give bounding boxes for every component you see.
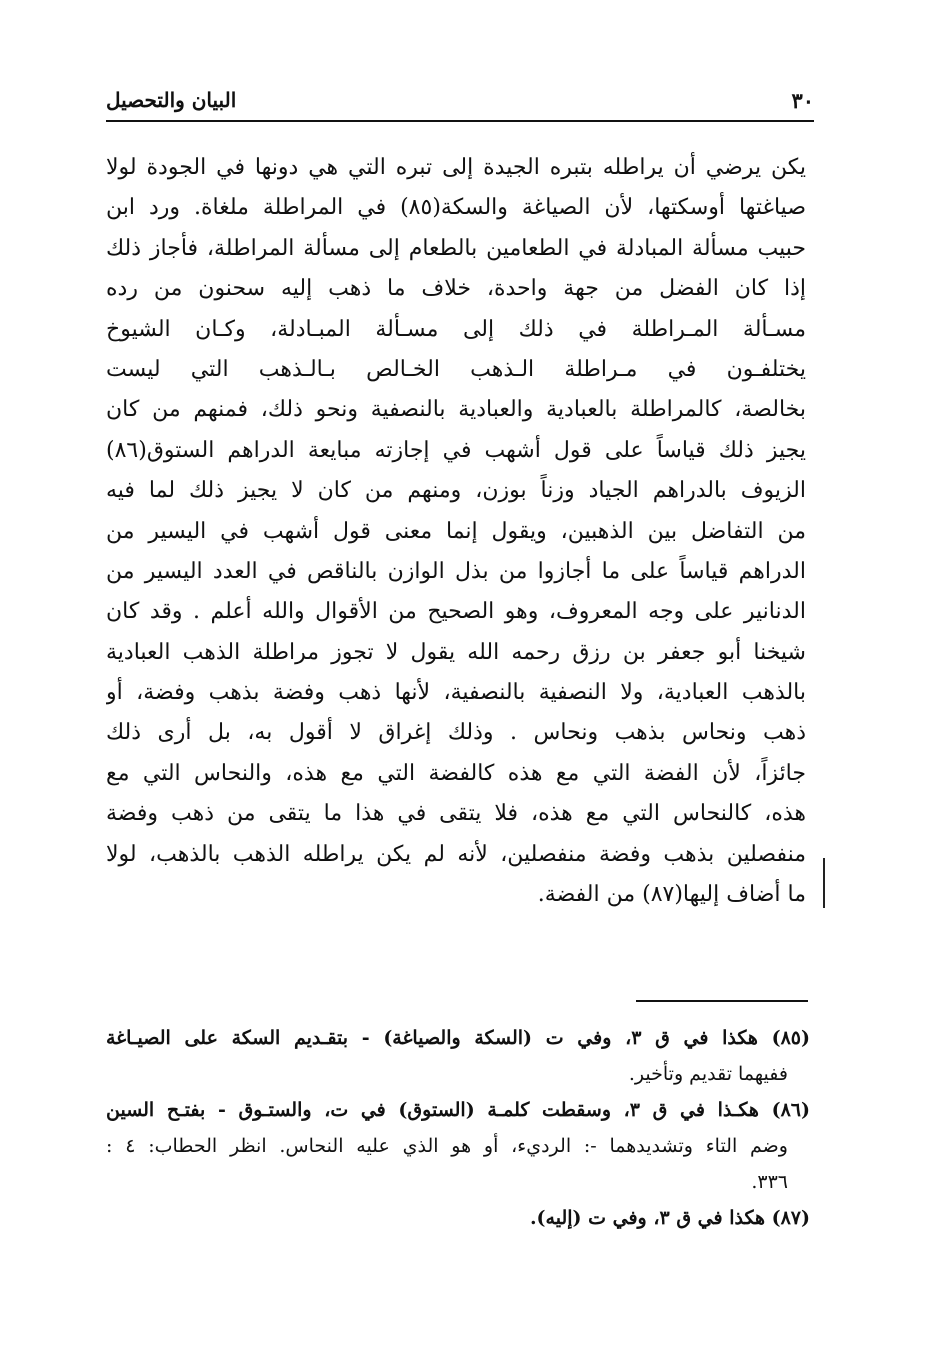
- footnotes: [106, 1020, 810, 1236]
- footnote-86-continuation: ٣٣٦.: [751, 1171, 788, 1193]
- body-line: يجيز ذلك قياساً على قول أشهب في إجازته مبايعة الدراهم الستوق(٨٦): [106, 437, 806, 463]
- margin-mark: [823, 858, 825, 908]
- body-line: يختلفـون في مـراطلة الـذهب الخـالص بـالـذهب التي ليست: [106, 356, 806, 382]
- body-line: الدراهم قياساً على ما أجازوا من بذل الوازن بالناقص في العدد اليسير من: [106, 558, 806, 584]
- footnote-86-continuation: وضم التاء وتشديدهما -: الرديء، أو هو الذي عليه النحاس. انظر الحطاب: ٤ :: [106, 1135, 788, 1157]
- body-line: ما أضاف إليها(٨٧) من الفضة.: [537, 882, 806, 908]
- body-line: حبيب مسألة المبادلة في الطعامين بالطعام إلى مسألة المراطلة، فأجاز ذلك: [106, 235, 806, 261]
- footnote-87: (٨٧) هكذا في ق ٣، وفي ت (إليه).: [529, 1207, 810, 1229]
- footnote-85-continuation: ففيهما تقديم وتأخير.: [628, 1063, 788, 1085]
- body-line: إذا كان الفضل من جهة واحدة، خلاف ما ذهب إليه سحنون من رده: [106, 276, 806, 302]
- body-line: جائزاً، لأن الفضة التي مع هذه كالفضة التي مع هذه، والنحاس التي مع: [106, 760, 806, 786]
- running-head: البيان والتحصيل: [106, 88, 237, 112]
- body-line: صياغتها أوسكتها، لأن الصياغة والسكة(٨٥) في المراطلة ملغاة. ورد ابن: [106, 195, 806, 221]
- footnote-separator: [636, 1000, 808, 1002]
- body-line: بالذهب العبادية، ولا النصفية بالنصفية، لأنها ذهب وفضة بذهب وفضة، أو: [106, 680, 806, 706]
- body-line: يكن يرضي أن يراطله بتبره الجيدة إلى تبره التي هي دونها في الجودة لولا: [106, 155, 806, 180]
- page-header: [106, 84, 814, 122]
- body-line: مسـألة المـراطلة في ذلك إلى مسـألة المبـادلة، وكـان الشيوخ: [106, 316, 806, 342]
- body-line: من التفاضل بين الذهبين، ويقول إنما معنى قول أشهب في اليسير من: [106, 518, 806, 544]
- body-line: بخالصة، كالمراطلة بالعبادية والعبادية بالنصفية ونحو ذلك، فمنهم من كان: [106, 397, 806, 423]
- body-text: [106, 148, 806, 915]
- body-line: شيخنا أبو جعفر بن رزق رحمه الله يقول لا تجوز مراطلة الذهب العبادية: [106, 639, 806, 665]
- body-line: هذه، كالنحاس التي مع هذه، فلا يتقى في هذا ما يتقى من ذهب وفضة: [106, 801, 806, 827]
- footnote-85: (٨٥) هكذا في ق ٣، وفي ت (السكة والصياغة) - بتقـديم السكة على الصيـاغة: [106, 1027, 810, 1049]
- body-line: الزيوف بالدراهم الجياد وزناً بوزن، ومنهم من كان لا يجيز ذلك لما فيه: [106, 478, 806, 504]
- body-line: ذهب ونحاس بذهب ونحاس . وذلك إغراق لا أقول به، بل أرى ذلك: [106, 720, 806, 746]
- body-line: الدنانير على وجه المعروف، وهو الصحيح من الأقوال والله أعلم . وقد كان: [106, 599, 806, 625]
- footnote-86: (٨٦) هكـذا في ق ٣، وسقطت كلمـة (الستوق) في ت، والستـوق - بفتـح السين: [106, 1099, 810, 1121]
- body-line: منفصلين بذهب وفضة منفصلين، لأنه لم يكن يراطله الذهب بالذهب، لولا: [106, 841, 806, 867]
- page-number: ٣٠: [791, 88, 814, 113]
